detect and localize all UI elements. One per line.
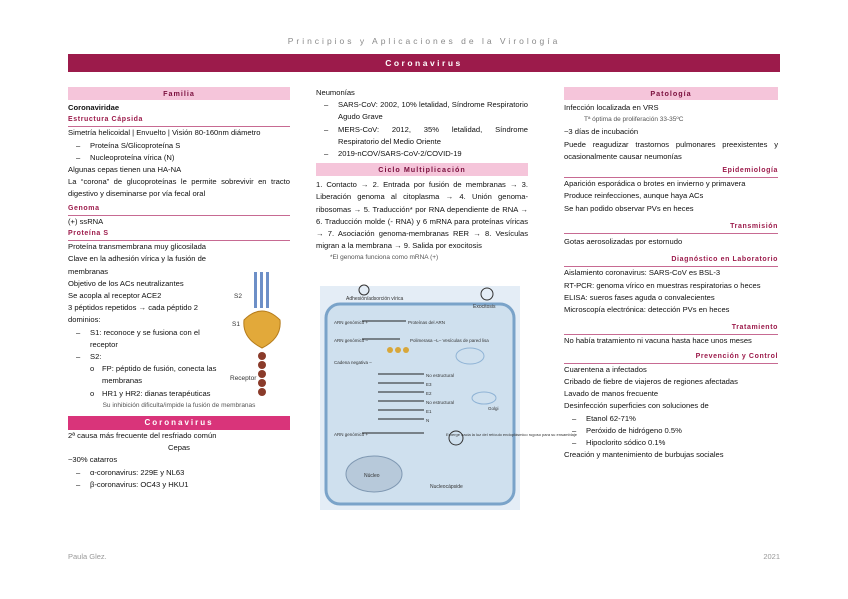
patologia-small: Tª óptima de proliferación 33-35ºC [584, 116, 684, 124]
tratamiento-line: No había tratamiento ni vacuna hasta hace unos meses [564, 336, 752, 346]
capsida-header: Estructura Cápsida [68, 114, 290, 127]
polymerase-dot [395, 347, 401, 353]
spike-s2-helix [266, 272, 269, 308]
proteina-header: Proteína S [68, 228, 290, 241]
nucleo-label: Núcleo [364, 473, 380, 479]
cadena-label: Cadena negativa – [334, 360, 372, 365]
receptor-bead [258, 352, 266, 360]
arn-genomico-label: ARN genómico + [334, 320, 369, 325]
spike-s2-label: S2 [234, 293, 242, 300]
cepa-item: – β-coronavirus: OC43 y HKU1 [68, 479, 290, 491]
patologia-line: Puede reagudizar trastornos pulmonares preexistentes y ocasionalmente causar neumonías [564, 139, 778, 161]
epidemiologia-line: Produce reinfecciones, aunque haya ACs [564, 191, 704, 201]
right-column [564, 87, 778, 461]
proteina-line: Clave en la adhesión vírica y la fusión de membranas [68, 254, 207, 276]
catarros-line: ~30% catarros [68, 455, 118, 465]
capsida-item: – Nucleoproteína vírica (N) [68, 152, 290, 164]
corona-text: La “corona” de glucoproteínas le permite sobrevivir en tracto digestivo y diseminarse por vía fecal oral [68, 177, 290, 199]
diagnostico-line: RT-PCR: genoma vírico en muestras respiratorias o heces [564, 280, 761, 290]
diagnostico-line: Aislamiento coronavirus: SARS-CoV es BSL-3 [564, 268, 721, 278]
neumonia-item: – SARS-CoV: 2002, 10% letalidad, Síndrome Respiratorio Agudo Grave [316, 99, 528, 123]
cepas-label: Cepas [168, 443, 190, 453]
spike-s2-helix [254, 272, 257, 308]
no-estructural-label: No estructural [426, 373, 455, 378]
prevencion-line: Cribado de fiebre de viajeros de regiones afectadas [564, 377, 738, 387]
transmision-line: Gotas aerosolizadas por estornudo [564, 237, 683, 247]
desinfectante-item: – Hipoclorito sódico 0.1% [564, 437, 778, 449]
neumonia-item: – MERS-CoV: 2012, 35% letalidad, Síndrome Respiratorio del Medio Oriente [316, 124, 528, 148]
diagnostico-line: Microscopía electrónica: detección PVs en heces [564, 305, 730, 315]
polimerasa-label: Polimerasa –L– Vesículas de pared lisa [410, 338, 489, 343]
no-estructural-label: No estructural [426, 400, 455, 405]
emerge-label: Emerge hacia la luz del retículo endoplásmico rugoso para su ensamblaje [446, 432, 577, 437]
proteina-line: Objetivo de los ACs neutralizantes [68, 278, 184, 288]
spike-protein-illustration [232, 268, 292, 418]
ciclo-text: 1. Contacto → 2. Entrada por fusión de membranas → 3. Liberación genoma al citoplasma → 4. Unión genoma-ribosomas → 5. Traducción* por RNA dependiente de RNA → 6. Traducción molde (- RNA) y 6 mRNA para proteínas víricas → 7. Asociación genoma-membranas RER → 8. Vesículas migran a la membrana → 9. Salida por exocitosis [316, 180, 528, 251]
epidemiologia-line: Se han podido observar PVs en heces [564, 203, 694, 213]
arn-genomico-label: ARN genómico + [334, 432, 369, 437]
n-label: N [426, 418, 430, 423]
receptor-bead [258, 388, 266, 396]
proteinas-arn-label: Proteínas del ARN [408, 320, 446, 325]
familia-name: Coronaviridae [68, 103, 120, 112]
polymerase-dot [403, 347, 409, 353]
polymerase-dot [387, 347, 393, 353]
prevencion-line: Desinfección superficies con soluciones de [564, 401, 709, 411]
transmision-header: Transmisión [564, 221, 778, 234]
tratamiento-header: Tratamiento [564, 322, 778, 335]
proteina-line: Proteína transmembrana muy glicosilada [68, 242, 207, 252]
document-header: Principios y Aplicaciones de la Virología [287, 36, 561, 46]
nucleocapside-label: Nucleocápside [430, 484, 463, 490]
capsida-item: – Proteína S/Glicoproteína S [68, 140, 290, 152]
capsida-extra: Algunas cepas tienen una HA-NA [68, 165, 182, 175]
inhibicion-note: Su inhibición dificulta/impide la fusión de membranas [102, 401, 256, 409]
patologia-line: ~3 días de incubación [564, 127, 639, 137]
proteina-line: 3 péptidos repetidos → cada péptido 2 dominios: [68, 303, 199, 325]
receptor-bead [258, 379, 266, 387]
s2-item: – S2: [68, 351, 228, 363]
coronavirus-header: Coronavirus [68, 416, 290, 430]
receptor-bead [258, 361, 266, 369]
s2-subitem: o HR1 y HR2: dianas terapéuticas [68, 388, 228, 400]
middle-column [316, 87, 528, 265]
adhesion-label: Adhesión/adsorción vírica [346, 296, 404, 302]
ciclo-note: *El genoma funciona como mRNA (+) [330, 254, 439, 262]
spike-s2-helix [260, 272, 263, 308]
prevencion-header: Prevención y Control [564, 351, 778, 364]
neumonias-label: Neumonías [316, 88, 355, 97]
prevencion-line: Lavado de manos frecuente [564, 389, 659, 399]
footer-author: Paula Glez. [68, 552, 107, 561]
receptor-label: Receptor [230, 375, 257, 382]
arn-genomico-neg-label: ARN genómico – [334, 338, 369, 343]
proteina-line: Se acopla al receptor ACE2 [68, 291, 162, 301]
desinfectante-item: – Etanol 62-71% [564, 413, 778, 425]
familia-header: Familia [68, 87, 290, 100]
e1-label: E1 [426, 409, 432, 414]
spike-s1-label: S1 [232, 321, 240, 328]
cepa-item: – α-coronavirus: 229E y NL63 [68, 467, 290, 479]
epidemiologia-line: Aparición esporádica o brotes en invierno y primavera [564, 179, 746, 189]
prevencion-line: Cuarentena a infectados [564, 364, 647, 374]
e2-label: E2 [426, 391, 432, 396]
diagnostico-header: Diagnóstico en Laboratorio [564, 254, 778, 267]
patologia-line: Infección localizada en VRS [564, 103, 659, 112]
s2-subitem: o FP: péptido de fusión, conecta las membranas [68, 363, 228, 387]
genoma-text: (+) ssRNA [68, 216, 104, 226]
spike-s1-head [244, 311, 280, 348]
capsida-line: Simetría helicoidal | Envuelto | Visión 80-160nm diámetro [68, 128, 261, 138]
footer-year: 2021 [763, 552, 780, 561]
corona2-line: 2ª causa más frecuente del resfriado común [68, 431, 217, 441]
patologia-header: Patología [564, 87, 778, 100]
diagnostico-line: ELISA: sueros fases aguda o convalecientes [564, 292, 715, 302]
exocitosis-label: Exocitosis [473, 304, 496, 310]
receptor-bead [258, 370, 266, 378]
genoma-header: Genoma [68, 203, 290, 216]
e3-label: E3 [426, 382, 432, 387]
golgi-label: Golgi [488, 406, 499, 411]
replication-cycle-diagram [320, 286, 577, 510]
title-banner: Coronavirus [68, 54, 780, 72]
epidemiologia-header: Epidemiología [564, 165, 778, 178]
ciclo-header: Ciclo Multiplicación [316, 163, 528, 176]
desinfectante-item: – Peróxido de hidrógeno 0.5% [564, 425, 778, 437]
s1-item: – S1: reconoce y se fusiona con el receptor [68, 327, 228, 351]
prevencion-line: Creación y mantenimiento de burbujas sociales [564, 450, 724, 460]
neumonia-item: – 2019-nCOV/SARS-CoV-2/COVID-19 [316, 148, 528, 160]
